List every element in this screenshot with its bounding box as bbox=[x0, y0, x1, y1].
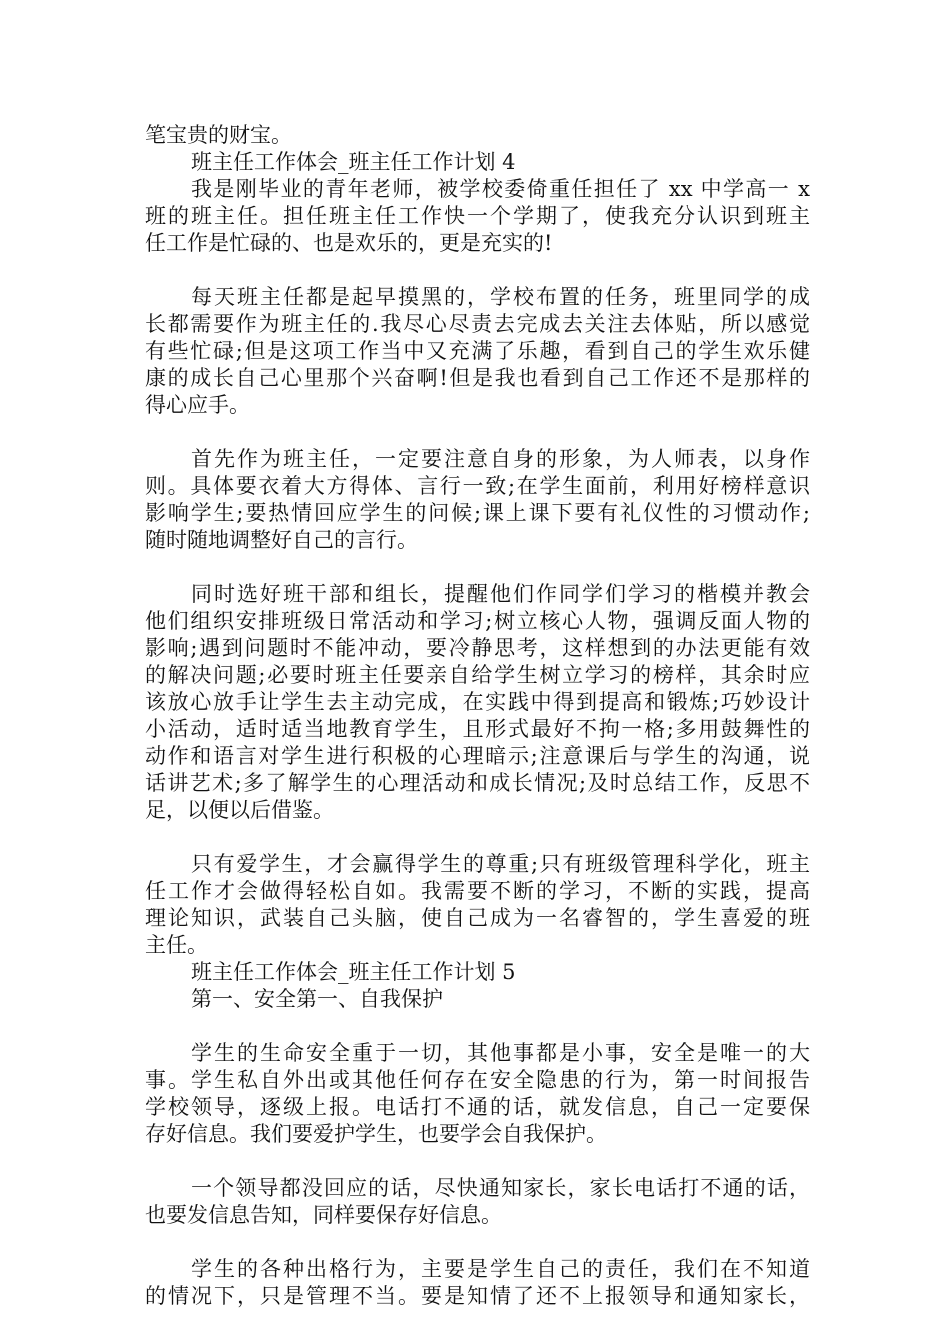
text-line: 我是刚毕业的青年老师，被学校委倚重任担任了 xx 中学高一 x bbox=[191, 177, 810, 201]
text-line: 笔宝贵的财宝。 bbox=[145, 123, 292, 147]
text-line: 影响学生;要热情回应学生的问候;课上课下要有礼仪性的习惯动作; bbox=[145, 501, 810, 525]
text-line: 主任。 bbox=[145, 933, 208, 957]
text-line: 第一、安全第一、自我保护 bbox=[191, 987, 443, 1011]
text-line: 学校领导，逐级上报。电话打不通的话，就发信息，自己一定要保 bbox=[145, 1095, 810, 1119]
text-line: 每天班主任都是起早摸黑的，学校布置的任务，班里同学的成 bbox=[191, 285, 810, 309]
text-line: 学生的各种出格行为，主要是学生自己的责任，我们在不知道 bbox=[191, 1257, 810, 1281]
blank-line bbox=[145, 1013, 810, 1040]
text-line: 班的班主任。担任班主任工作快一个学期了，使我充分认识到班主 bbox=[145, 204, 810, 228]
text-line: 的情况下，只是管理不当。要是知情了还不上报领导和通知家长， bbox=[145, 1284, 810, 1308]
text-line: 事。学生私自外出或其他任何存在安全隐患的行为，第一时间报告 bbox=[145, 1068, 810, 1092]
document-page bbox=[145, 122, 810, 1310]
text-line: 首先作为班主任，一定要注意自身的形象，为人师表，以身作 bbox=[191, 447, 810, 471]
blank-line bbox=[145, 554, 810, 581]
blank-line bbox=[145, 257, 810, 284]
text-line: 的解决问题;必要时班主任要亲自给学生树立学习的榜样，其余时应 bbox=[145, 663, 810, 687]
text-line: 该放心放手让学生去主动完成，在实践中得到提高和锻炼;巧妙设计 bbox=[145, 690, 810, 714]
text-line: 一个领导都没回应的话，尽快通知家长，家长电话打不通的话， bbox=[191, 1176, 810, 1200]
text-line: 则。具体要衣着大方得体、言行一致;在学生面前，利用好榜样意识 bbox=[145, 474, 810, 498]
text-line: 理论知识，武装自己头脑，使自己成为一名睿智的，学生喜爱的班 bbox=[145, 906, 810, 930]
text-line: 长都需要作为班主任的.我尽心尽责去完成去关注去体贴，所以感觉 bbox=[145, 312, 810, 336]
text-line: 他们组织安排班级日常活动和学习;树立核心人物，强调反面人物的 bbox=[145, 609, 810, 633]
text-line: 只有爱学生，才会赢得学生的尊重;只有班级管理科学化，班主 bbox=[191, 852, 810, 876]
text-line: 任工作是忙碌的、也是欢乐的，更是充实的! bbox=[145, 231, 553, 255]
blank-line bbox=[145, 1148, 810, 1175]
text-line: 班主任工作体会_班主任工作计划 4 bbox=[191, 150, 516, 174]
blank-line bbox=[145, 1229, 810, 1256]
text-line: 有些忙碌;但是这项工作当中又充满了乐趣，看到自己的学生欢乐健 bbox=[145, 339, 810, 363]
text-line: 学生的生命安全重于一切，其他事都是小事，安全是唯一的大 bbox=[191, 1041, 810, 1065]
text-line: 任工作才会做得轻松自如。我需要不断的学习，不断的实践，提高 bbox=[145, 879, 810, 903]
text-line: 得心应手。 bbox=[145, 393, 250, 417]
blank-line bbox=[145, 419, 810, 446]
text-line: 存好信息。我们要爱护学生，也要学会自我保护。 bbox=[145, 1122, 607, 1146]
text-line: 动作和语言对学生进行积极的心理暗示;注意课后与学生的沟通，说 bbox=[145, 744, 810, 768]
text-line: 班主任工作体会_班主任工作计划 5 bbox=[191, 960, 516, 984]
text-line: 同时选好班干部和组长，提醒他们作同学们学习的楷模并教会 bbox=[191, 582, 810, 606]
text-line: 也要发信息告知，同样要保存好信息。 bbox=[145, 1203, 502, 1227]
text-line: 康的成长自己心里那个兴奋啊!但是我也看到自己工作还不是那样的 bbox=[145, 366, 810, 390]
text-line: 话讲艺术;多了解学生的心理活动和成长情况;及时总结工作，反思不 bbox=[145, 771, 810, 795]
text-line: 影响;遇到问题时不能冲动，要冷静思考，这样想到的办法更能有效 bbox=[145, 636, 810, 660]
blank-line bbox=[145, 824, 810, 851]
text-line: 随时随地调整好自己的言行。 bbox=[145, 528, 418, 552]
text-line: 小活动，适时适当地教育学生，且形式最好不拘一格;多用鼓舞性的 bbox=[145, 717, 810, 741]
text-line: 足，以便以后借鉴。 bbox=[145, 798, 334, 822]
